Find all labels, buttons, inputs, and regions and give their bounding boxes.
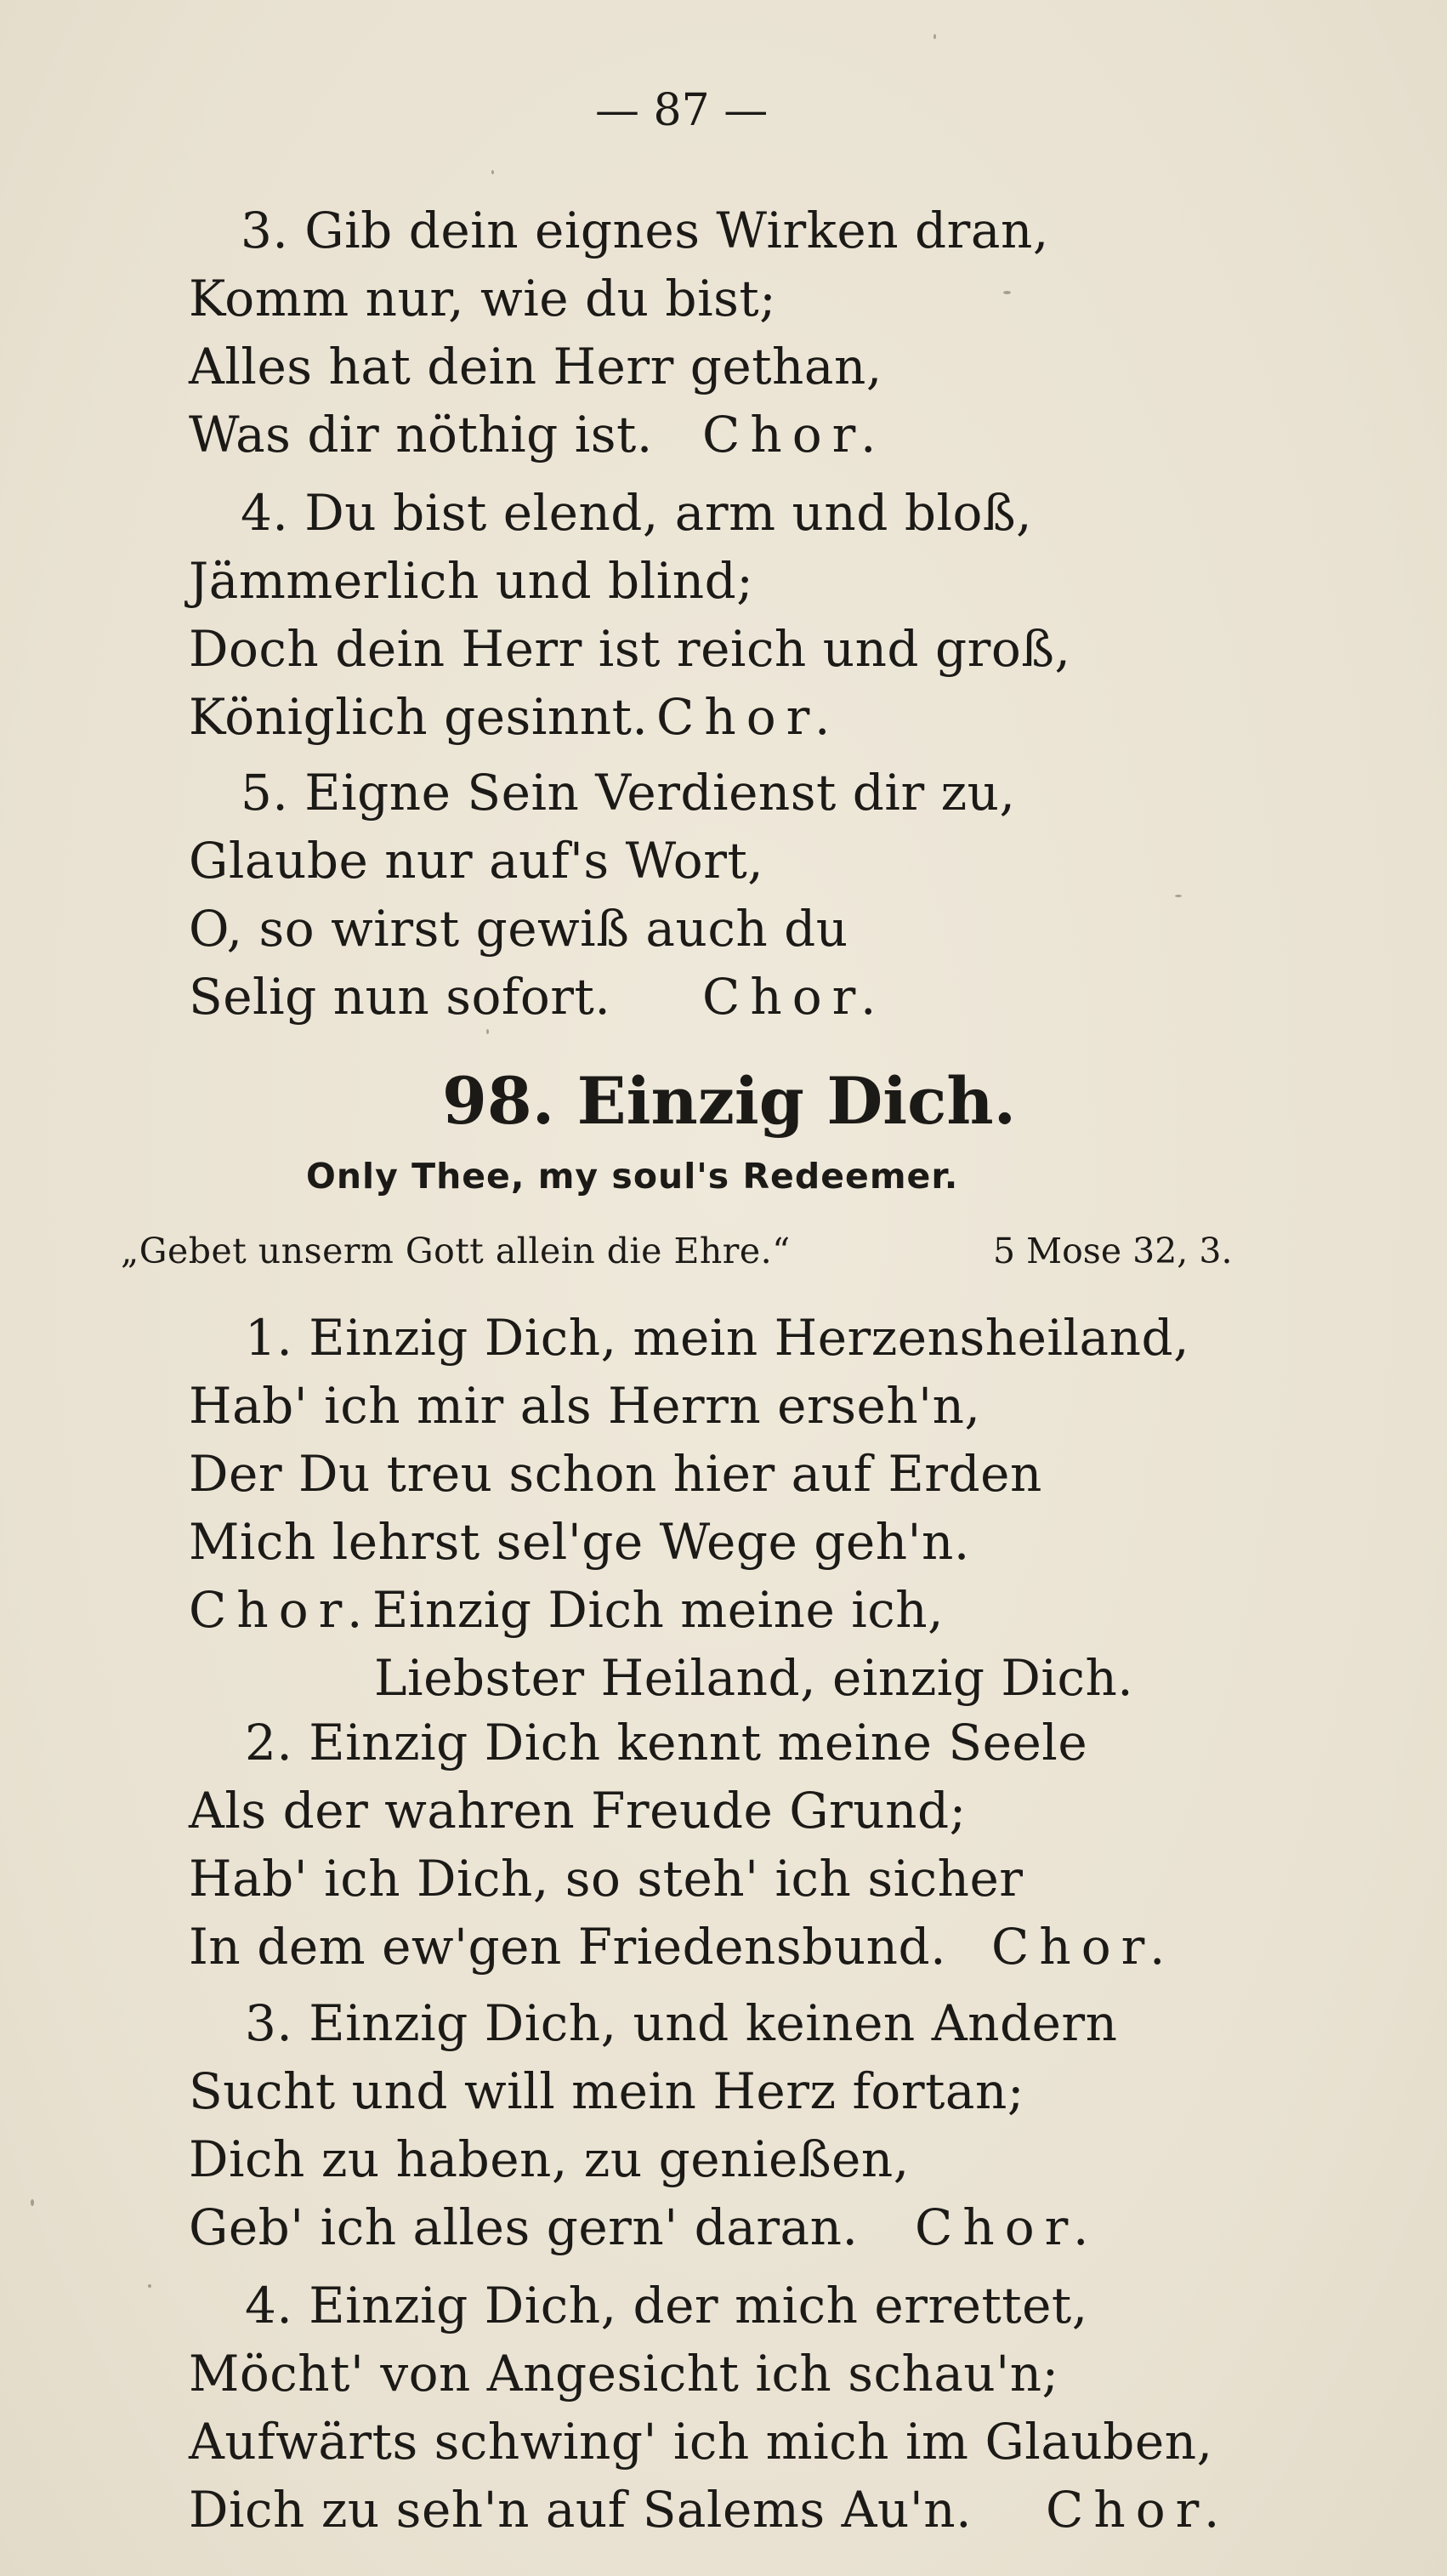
scripture-quote: „Gebet unserm Gott allein die Ehre.“ [121, 1231, 791, 1271]
verse-line: Mich lehrst sel'ge Wege geh'n. [189, 1513, 970, 1571]
page-number: — 87 — [595, 85, 769, 136]
paper-speck [31, 2199, 34, 2206]
verse-line: Hab' ich Dich, so steh' ich sicher [189, 1850, 1024, 1908]
verse-line: 4. Du bist elend, arm und bloß, [241, 484, 1033, 542]
verse-line: 2. Einzig Dich kennt meine Seele [245, 1714, 1088, 1771]
verse-line: 3. Gib dein eignes Wirken dran, [241, 202, 1049, 259]
chorus-label: Chor. [702, 406, 887, 463]
paper-speck [148, 2284, 151, 2288]
verse-line: Was dir nöthig ist. [189, 406, 653, 463]
verse-line: Möcht' von Angesicht ich schau'n; [189, 2345, 1059, 2403]
paper-speck [491, 170, 494, 174]
verse-line: Der Du treu schon hier auf Erden [189, 1445, 1042, 1503]
chorus-label: Chor. [702, 968, 887, 1026]
chorus-text: Einzig Dich meine ich, [372, 1581, 945, 1639]
verse-line: Königlich gesinnt. [189, 688, 649, 746]
verse-line: 3. Einzig Dich, und keinen Andern [245, 1994, 1118, 2052]
chorus-label: Chor. [656, 688, 841, 746]
paper-speck [1175, 895, 1182, 897]
verse-line: Als der wahren Freude Grund; [189, 1782, 967, 1840]
scripture-reference: 5 Mose 32, 3. [993, 1231, 1233, 1271]
verse-line: 5. Eigne Sein Verdienst dir zu, [241, 764, 1016, 822]
verse-line: Jämmerlich und blind; [189, 552, 754, 610]
paper-speck [933, 34, 936, 39]
verse-line: 4. Einzig Dich, der mich errettet, [245, 2277, 1088, 2334]
verse-line: Sucht und will mein Herz fortan; [189, 2062, 1024, 2120]
verse-line: Dich zu seh'n auf Salems Au'n. [189, 2481, 973, 2539]
verse-line: In dem ew'gen Friedensbund. [189, 1918, 947, 1976]
paper-speck [1003, 291, 1011, 294]
chorus-label: Chor. [915, 2198, 1099, 2256]
verse-line: Aufwärts schwing' ich mich im Glauben, [189, 2413, 1213, 2471]
verse-line: Geb' ich alles gern' daran. [189, 2198, 859, 2256]
chorus-label: Chor. [189, 1581, 373, 1639]
verse-line: Hab' ich mir als Herrn erseh'n, [189, 1377, 981, 1435]
verse-line: 1. Einzig Dich, mein Herzensheiland, [245, 1309, 1190, 1367]
verse-line: Dich zu haben, zu genießen, [189, 2130, 910, 2188]
english-subtitle: Only Thee, my soul's Redeemer. [306, 1156, 959, 1197]
chorus-label: Chor. [991, 1918, 1176, 1976]
chorus-text: Liebster Heiland, einzig Dich. [374, 1649, 1134, 1707]
verse-line: O, so wirst gewiß auch du [189, 900, 848, 958]
paper-speck [486, 1029, 489, 1034]
hymn-title: 98. Einzig Dich. [442, 1063, 1017, 1139]
chorus-label: Chor. [1046, 2481, 1230, 2539]
verse-line: Alles hat dein Herr gethan, [189, 338, 882, 395]
verse-line: Selig nun sofort. [189, 968, 611, 1026]
verse-line: Glaube nur auf's Wort, [189, 832, 764, 890]
verse-line: Komm nur, wie du bist; [189, 270, 777, 327]
verse-line: Doch dein Herr ist reich und groß, [189, 620, 1071, 678]
